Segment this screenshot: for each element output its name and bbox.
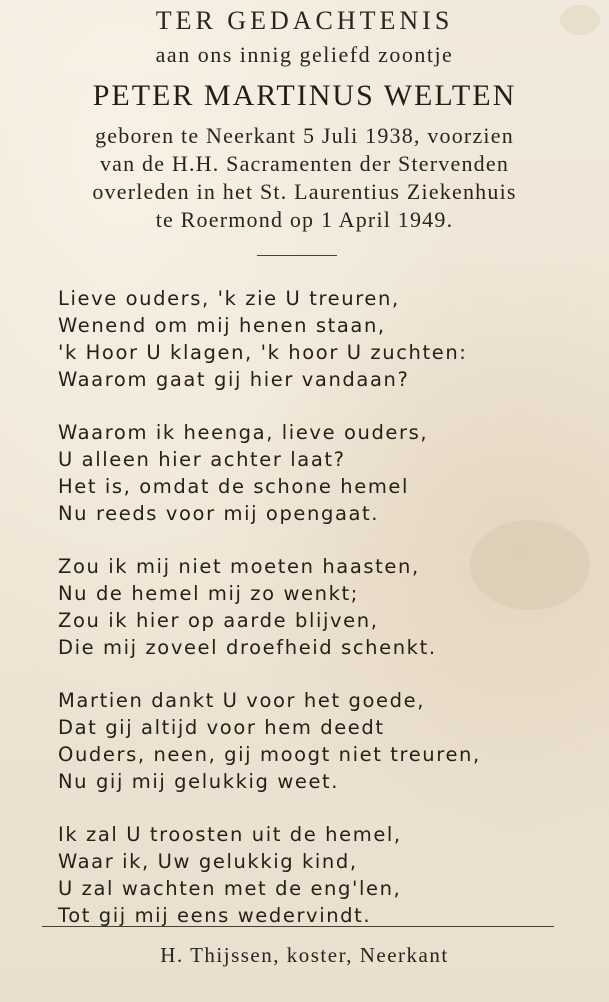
poem-line: U alleen hier achter laat? [58,448,346,471]
poem-line: Die mij zoveel droefheid schenkt. [58,636,437,659]
detail-line: van de H.H. Sacramenten der Stervenden [99,151,510,176]
poem-line: Zou ik hier op aarde blijven, [58,609,379,632]
poem-line: U zal wachten met de eng'len, [58,877,402,900]
paper-stain [470,520,590,610]
poem [58,285,481,955]
poem-stanza [58,687,481,795]
poem-line: Martien dankt U voor het goede, [58,689,425,712]
detail-line: overleden in het St. Laurentius Ziekenhuis [92,179,517,204]
poem-line: Waar ik, Uw gelukkig kind, [58,850,358,873]
poem-line: Tot gij mij eens wedervindt. [58,904,372,927]
poem-stanza [58,821,481,929]
poem-stanza [58,285,481,393]
card-subtitle: aan ons innig geliefd zoontje [155,42,454,67]
life-details [0,122,609,234]
short-divider [257,255,337,256]
poem-line: Ouders, neen, gij moogt niet treuren, [58,743,481,766]
long-divider [42,926,554,927]
poem-stanza [58,419,481,527]
poem-line: Nu de hemel mij zo wenkt; [58,582,359,605]
poem-line: Dat gij altijd voor hem deedt [58,716,385,739]
card-header [0,4,609,234]
detail-line: geboren te Neerkant 5 Juli 1938, voorzien [95,123,514,148]
poem-line: Ik zal U troosten uit de hemel, [58,823,402,846]
deceased-name: PETER MARTINUS WELTEN [92,79,517,112]
poem-line: Wenend om mij henen staan, [58,314,386,337]
poem-line: Waarom gaat gij hier vandaan? [58,368,410,391]
detail-line: te Roermond op 1 April 1949. [155,207,454,232]
poem-line: 'k Hoor U klagen, 'k hoor U zuchten: [58,341,468,364]
poem-line: Lieve ouders, 'k zie U treuren, [58,287,400,310]
poem-stanza [58,553,481,661]
poem-line: Het is, omdat de schone hemel [58,475,410,498]
printer-credit: H. Thijssen, koster, Neerkant [160,943,449,967]
poem-line: Zou ik mij niet moeten haasten, [58,555,420,578]
poem-line: Waarom ik heenga, lieve ouders, [58,421,429,444]
poem-line: Nu gij mij gelukkig weet. [58,770,340,793]
card-title: TER GEDACHTENIS [155,6,454,35]
poem-line: Nu reeds voor mij opengaat. [58,502,380,525]
